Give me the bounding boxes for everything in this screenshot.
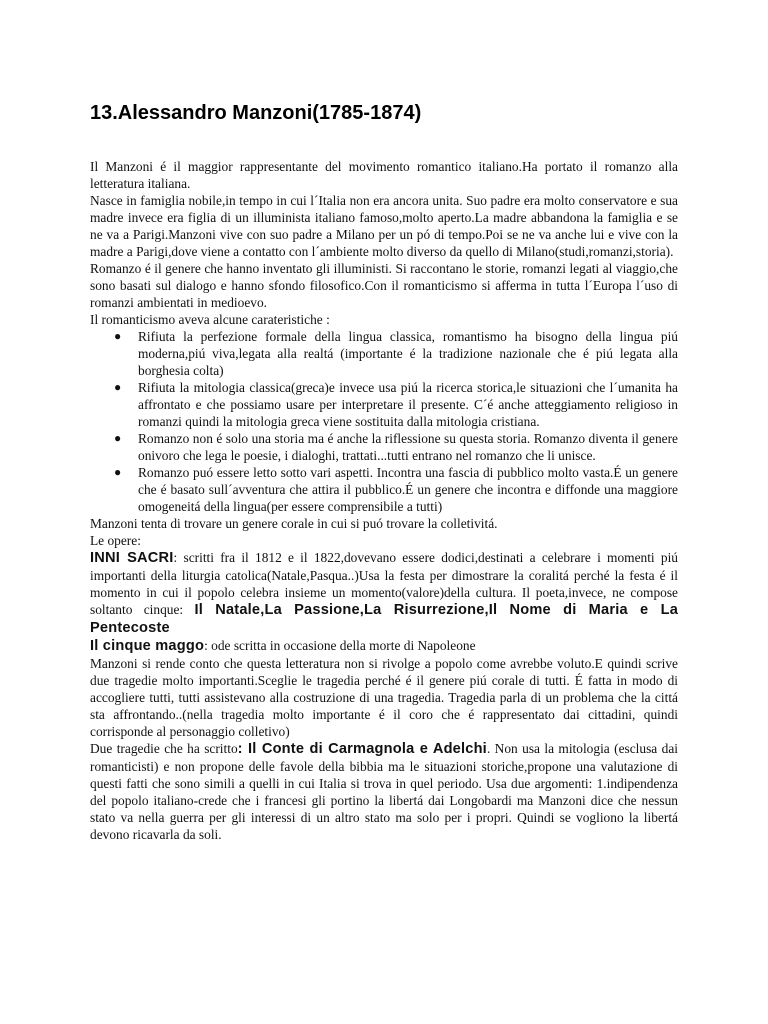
cinque-maggio-text: : ode scritta in occasione della morte di Napoleone (204, 638, 476, 653)
list-item (90, 464, 678, 515)
list-item (90, 430, 678, 464)
inni-sacri-text: : scritti fra il 1812 e il 1822,dovevano essere dodici,destinati a celebrare i momenti piú importanti della liturgia catolica(Natale,Pasqua..)Usa la festa per dimostrare la coralitá perché la festa é il momento in cui il popolo celebra insieme un momento(valore)della cultura. Il poeta,invece, ne compose soltanto cinque: (90, 550, 678, 617)
paragraph-opere-label: Le opere: (90, 533, 141, 548)
paragraph-cinque-maggio (90, 637, 678, 655)
list-item-text: Romanzo non é solo una storia ma é anche la riflessione su questa storia. Romanzo diventa il genere onivoro che lega le poesie, i dialoghi, trattati...tutti entrano nel romanzo che li unisce. (138, 431, 678, 463)
inni-sacri-heading: INNI SACRI (90, 550, 174, 566)
cinque-maggio-heading: Il cinque maggo (90, 638, 205, 654)
paragraph-due-tragedie (90, 740, 678, 843)
paragraph-intro: Il Manzoni é il maggior rappresentante del movimento romantico italiano.Ha portato il romanzo alla letteratura italiana. (90, 159, 678, 191)
due-tragedie-titles: : Il Conte di Carmagnola e Adelchi (237, 741, 487, 757)
page-title: 13.Alessandro Manzoni(1785-1874) (90, 102, 422, 124)
bullet-icon: ● (114, 431, 122, 445)
inni-sacri-titles: Il Natale,La Passione,La Risurrezione,Il Nome di Maria e La Pentecoste (90, 602, 679, 636)
bullet-icon: ● (114, 380, 122, 394)
bullet-icon: ● (114, 329, 122, 343)
paragraph-romanzo: Romanzo é il genere che hanno inventato gli illuministi. Si raccontano le storie, romanzi legati al viaggio,che sono basati sul dialogo e hanno sfondo filosofico.Con il romanticismo si afferma in tutta l´Europa l´uso di romanzi ambientati in medioevo. (90, 261, 678, 310)
bullet-icon: ● (114, 465, 122, 479)
paragraph-tragedie: Manzoni si rende conto che questa letteratura non si rivolge a popolo come avrebbe voluto.E quindi scrive due tragedie molto importanti.Sceglie le tragedia perché é il genere piú corale di tutti. É fatta in modo di accogliere tutti, tutti assistevano alla costruzione di una tragedia. Tragedia parla di un problema che la cittá sta affrontando..(nella tragedia molto importante é il coro che é rappresentato dai cittadini, quindi corrisponde al personaggio colletivo) (90, 656, 678, 739)
paragraph-corale: Manzoni tenta di trovare un genere corale in cui si puó trovare la colletivitá. (90, 516, 498, 531)
list-item-text: Rifiuta la mitologia classica(greca)e invece usa piú la ricerca storica,le situazioni che l´umanita ha affrontato e che possiamo usare per interpretare il presente. C´é anche atteggiamento religioso in romanzi quindi la mitologia greca viene sostituita dalla mitologia cristiana. (138, 380, 678, 429)
document-body (90, 158, 678, 843)
list-item-text: Romanzo puó essere letto sotto vari aspetti. Incontra una fascia di pubblico molto vasta.É un genere che é basato sull´avventura che attira il pubblico.É un genere che incontra e diffonde una maggiore omogeneitá della lingua(per essere comprensibile a tutti) (138, 465, 678, 514)
due-tragedie-rest: . Non usa la mitologia (esclusa dai romanticisti) e non propone delle favole della bibbia ma le situazioni storiche,propone una valutazione di questi fatti che sono simili a quelli in cui Italia si trova in quel periodo. Usa due argomenti: 1.indipendenza del popolo italiano-crede che i francesi gli portino la libertá dai Longobardi ma Manzoni dice che nessun stato va nella guerra per gli interessi di un altro stato ma solo per i propri. Quindi se vogliono la libertá devono ricavarla da soli. (90, 741, 678, 842)
paragraph-characteristics-intro: Il romanticismo aveva alcune carateristiche : (90, 312, 330, 327)
list-item (90, 379, 678, 430)
due-tragedie-intro: Due tragedie che ha scritto (90, 741, 238, 756)
list-item-text: Rifiuta la perfezione formale della lingua classica, romantismo ha bisogno della lingua piú moderna,piú viva,legata alla realtá (importante é la tradizione nazionale che é piú legata alla borghesia colta) (138, 329, 678, 378)
characteristics-list (90, 328, 678, 515)
paragraph-inni-sacri (90, 549, 678, 637)
paragraph-biography: Nasce in famiglia nobile,in tempo in cui l´Italia non era ancora unita. Suo padre era molto conservatore e sua madre invece era figlia di un illuminista italiano famoso,molto aperto.La madre abbandona la famiglia e se ne va a Parigi.Manzoni vive con suo padre a Milano per un pó di tempo.Poi se ne va anche lui e vive con la madre a Parigi,dove viene a contatto con l´ambiente molto diverso da quello di Milano(studi,romanzi,storia). (90, 193, 678, 259)
list-item (90, 328, 678, 379)
